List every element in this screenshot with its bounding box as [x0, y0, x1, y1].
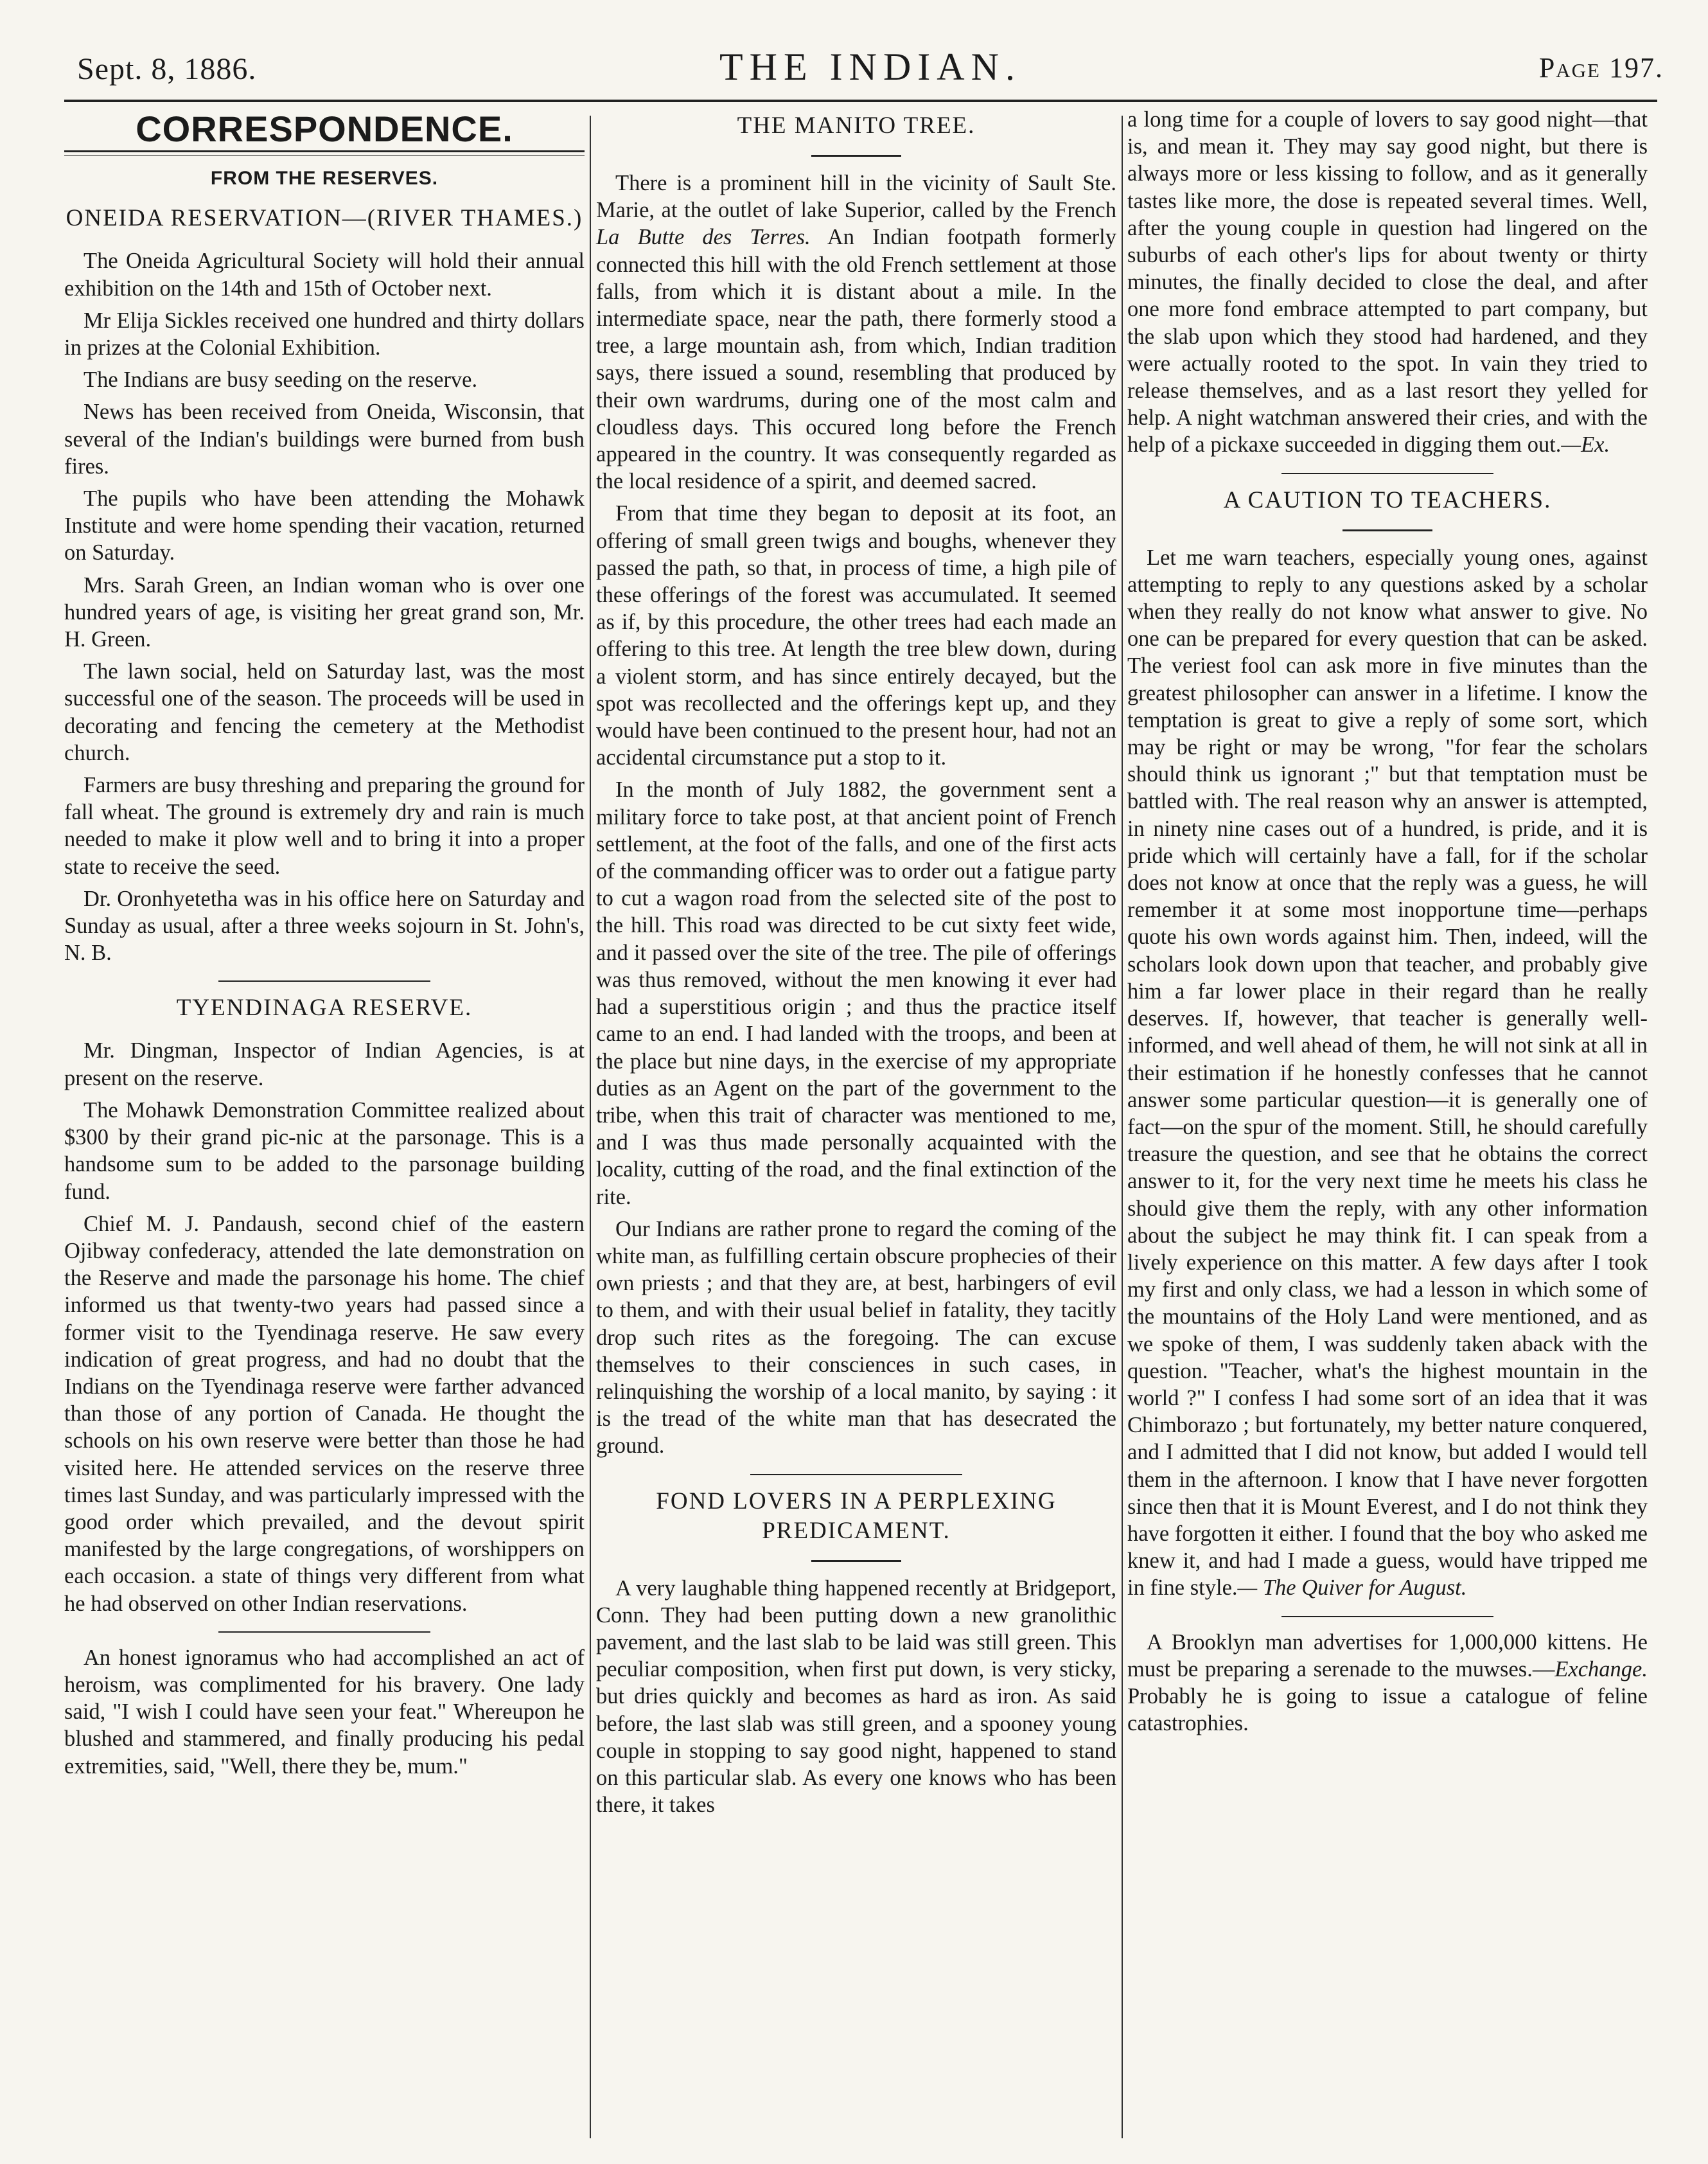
lovers-paragraph: A very laughable thing happened recently at Bridgeport, Conn. They had been putting down a new granolithic pavement, and the last slab to be laid was still green. This peculiar composition, when first put down, is very sticky, but dries quickly and becomes as hard as iron. As said before, the last slab was still green, and a spooney young couple in stopping to say good night, happened to stand on this particular slab. As every one knows who has been there, it takes — [596, 1575, 1116, 1818]
section-rule — [1281, 1616, 1493, 1617]
page-number: Page 197. — [1538, 52, 1664, 84]
oneida-paragraph: The Oneida Agricultural Society will hold their annual exhibition on the 14th and 15th of October next. — [64, 249, 585, 301]
lovers-continuation: a long time for a couple of lovers to say good night—that is, and mean it. They may say good night, but there is always more or less kissing to follow, and as it generally tastes like more, the dose is repeated several times. Well, after the young couple in question had lingered on the suburbs of each other's lips for about twenty or thirty minutes, the finally decided to close the deal, and after one more fond embrace attempted to part company, but the slab upon which they stood had hardened, and they were actually rooted to the spot. In vain they tried to release themselves, and as a last resort they yelled for help. A night watchman answered their cries, and with the help of a pickaxe succeeded in digging them out.—Ex. — [1127, 107, 1648, 457]
reserves-subheading: FROM THE RESERVES. — [210, 168, 439, 190]
tyendinaga-paragraph: Chief M. J. Pandaush, second chief of the eastern Ojibway confederacy, attended the late demonstration on the Reserve and made the parsonage his home. The chief informed us that twenty-two years had passed since a former visit to the Tyendinaga reserve. He saw every indication of great progress, and had no doubt that the Indians on the Tyendinaga reserve were farther advanced than those of any portion of Canada. He thought the schools on his own reserve were better than those he had visited here. He attended services on the reserve three times last Sunday, and was particularly impressed with the good order which prevailed, and the devout spirit manifested by the large congregations, of worshippers on each occasion. a state of things very different from what he had observed on other Indian reservations. — [64, 1211, 585, 1616]
section-rule — [811, 1560, 901, 1562]
section-rule — [1343, 529, 1432, 531]
lovers-title: FOND LOVERS IN A PERPLEXING PREDICAMENT. — [656, 1487, 1057, 1544]
section-rule — [1281, 473, 1493, 474]
manito-paragraph: From that time they began to deposit at its foot, an offering of small green twigs and boughs, whenever they passed the path, so that, in process of time, a high pile of these offerings of the forest was accumulated. It seemed as if, by this procedure, the other trees had each made an offering to this tree. At length the tree blew down, during a violent storm, and has since entirely decayed, but the spot was recollected and the offerings kept up, and they would have been continued to the present hour, had not an accidental circumstance put a stop to it. — [596, 501, 1116, 770]
section-rule — [64, 150, 585, 156]
column-divider-right — [1122, 116, 1123, 2138]
tyendinaga-paragraph: Mr. Dingman, Inspector of Indian Agencies, is at present on the reserve. — [64, 1038, 585, 1090]
lovers-source: —Ex. — [1561, 432, 1610, 457]
section-rule — [218, 1631, 430, 1633]
left-column — [64, 106, 585, 2145]
correspondence-heading: CORRESPONDENCE. — [136, 109, 513, 149]
manito-title: THE MANITO TREE. — [737, 112, 976, 139]
oneida-paragraph: The pupils who have been attending the Mohawk Institute and were home spending their vacation, returned on Saturday. — [64, 486, 585, 565]
kittens-source: Exchange. — [1554, 1656, 1648, 1681]
masthead — [77, 45, 1664, 103]
oneida-paragraph: Farmers are busy threshing and preparing the ground for fall wheat. The ground is extremely dry and rain is much needed to make it plow well and to bring it into a proper state to receive the seed. — [64, 773, 585, 879]
oneida-paragraph: Dr. Oronhyetetha was in his office here on Saturday and Sunday as usual, after a three weeks sojourn in St. John's, N. B. — [64, 886, 585, 966]
middle-column — [596, 106, 1116, 2145]
caution-title: A CAUTION TO TEACHERS. — [1223, 486, 1552, 513]
oneida-paragraph: News has been received from Oneida, Wisconsin, that several of the Indian's buildings were burned from bush fires. — [64, 400, 585, 479]
oneida-title: ONEIDA RESERVATION—(RIVER THAMES.) — [66, 205, 583, 232]
column-divider-left — [590, 116, 591, 2138]
issue-date: Sept. 8, 1886. — [77, 52, 257, 86]
manito-paragraph: In the month of July 1882, the government sent a military force to take post, at that ancient point of French settlement, at the foot of the falls, and one of the first acts of the commanding officer was to order out a fatigue party to cut a wagon road from the selected site of the post to the hill. This road was directed to be cut sixty feet wide, and it passed over the site of the tree. The pile of offerings was thus removed, without the men knowing it ever had had a superstitious origin ; and thus the practice itself came to an end. I had landed with the troops, and been at the place but nine days, in the exercise of my appropriate duties as an Agent on the part of the government to the tribe, when this trait of character was mentioned to me, and I was thus made personally acquainted with the locality, cutting of the road, and the final extinction of the rite. — [596, 777, 1116, 1209]
tyendinaga-paragraph: The Mohawk Demonstration Committee realized about $300 by their grand pic-nic at the parsonage. This is a handsome sum to be added to the parsonage building fund. — [64, 1097, 585, 1204]
section-rule — [218, 980, 430, 982]
manito-paragraph: There is a prominent hill in the vicinity of Sault Ste. Marie, at the outlet of lake Superior, called by the French La Butte des Terres. An Indian footpath formerly connected this hill with the old French settlement at those falls, from which it is distant about a mile. In the intermediate space, near the path, there formerly stood a tree, a large mountain ash, from which, Indian tradition says, there issued a sound, resembling that produced by their own wardrums, during one of the most calm and cloudless days. This occured long before the French appeared in the country. It was consequently regarded as the local residence of a spirit, and deemed sacred. — [596, 171, 1116, 494]
right-column — [1127, 106, 1648, 2145]
ignoramus-paragraph: An honest ignoramus who had accomplished an act of heroism, was complimented for his bravery. One lady said, "I wish I could have seen your feat." Whereupon he blushed and stammered, and finally producing his pedal extremities, said, "Well, there they be, mum." — [64, 1645, 585, 1778]
oneida-paragraph: The lawn social, held on Saturday last, was the most successful one of the season. The proceeds will be used in decorating and fencing the cemetery at the Methodist church. — [64, 659, 585, 765]
caution-paragraph: Let me warn teachers, especially young ones, against attempting to reply to any questions asked by a scholar when they really do not know what answer to give. No one can be prepared for every question that can be asked. The veriest fool can ask more in five minutes than the greatest philosopher can answer in a lifetime. I know the temptation is great to give a reply of some sort, which may be right or may be wrong, "for fear the scholars should think us ignorant ;" but that temptation must be battled with. The real reason why an answer is attempted, in ninety nine cases out of a hundred, is pride, and it is pride which will certainly have a fall, for if the scholar does not know at once that the reply was a guess, he will remember it at some most inopportune time—perhaps quote his own words against him. Then, indeed, will the scholars look down upon that teacher, and probably give him a far lower place in their regard than he really deserves. If, however, that teacher is generally well-informed, and well ahead of them, he will not sink at all in their estimation if he honestly confesses that he cannot answer some particular question—it is generally one of fact—on the spur of the moment. Still, he should carefully treasure the question, and see that he obtains the correct answer to it, for the very next time he meets his class he should give them the reply, with any other information about the subject he may think fit. I can speak from a lively experience on this matter. A few days after I took my first and only class, we had a lesson in which some of the mountains of the Holy Land were mentioned, and as we spoke of them, I was suddenly taken aback with the question. "Teacher, what's the highest mountain in the world ?" I confess I had some sort of an idea that it was Chimborazo ; but fortunately, my better nature conquered, and I admitted that I did not know, but added I would tell them in the afternoon. I know that I have never forgotten since then that it is Mount Everest, and I do not think they have forgotten it either. I found that the boy who asked me knew it, and had I made a guess, would have tripped me in fine style.— The Quiver for August. — [1127, 545, 1648, 1601]
section-rule — [811, 155, 901, 157]
masthead-rule — [64, 100, 1657, 102]
oneida-paragraph: The Indians are busy seeding on the reserve. — [84, 368, 478, 393]
oneida-paragraph: Mrs. Sarah Green, an Indian woman who is over one hundred years of age, is visiting her great grand son, Mr. H. Green. — [64, 572, 585, 652]
manito-paragraph: Our Indians are rather prone to regard the coming of the white man, as fulfilling certain obscure prophecies of their own priests ; and that they are, at best, harbingers of evil to them, and with their usual belief in fatality, they tacitly drop such rites as the foregoing. The can excuse themselves to their consciences in such cases, in relinquishing the worship of a local manito, by saying : it is the tread of the white man that has desecrated the ground. — [596, 1216, 1116, 1459]
oneida-paragraph: Mr Elija Sickles received one hundred and thirty dollars in prizes at the Colonial Exhibition. — [64, 308, 585, 360]
caution-source: — The Quiver for August. — [1237, 1575, 1467, 1601]
kittens-paragraph: A Brooklyn man advertises for 1,000,000 kittens. He must be preparing a serenade to the muwses.—Exchange. Probably he is going to issue a catalogue of feline catastrophies. — [1127, 1629, 1648, 1736]
tyendinaga-title: TYENDINAGA RESERVE. — [176, 995, 473, 1022]
newspaper-name: THE INDIAN. — [719, 46, 1021, 88]
section-rule — [750, 1474, 962, 1475]
french-place-name: La Butte des Terres. — [596, 225, 811, 250]
